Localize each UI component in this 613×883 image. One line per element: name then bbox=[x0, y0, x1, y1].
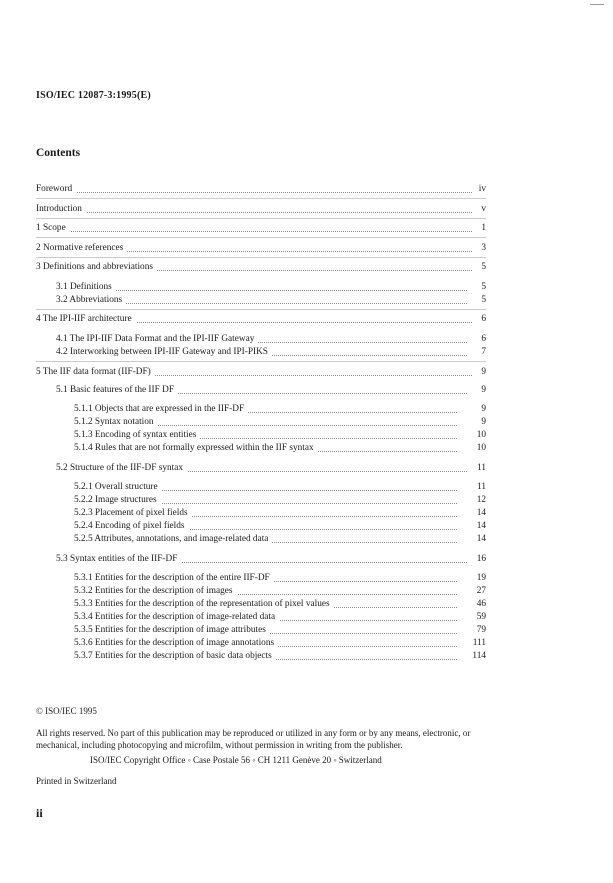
toc-entry-page: 9 bbox=[481, 404, 486, 414]
toc-entry-page: 11 bbox=[477, 463, 486, 473]
toc-entry[interactable] bbox=[0, 637, 613, 650]
toc-entry-page: 5 bbox=[481, 262, 486, 272]
toc-entry-page: 59 bbox=[476, 612, 486, 622]
toc-entry-label: Introduction bbox=[36, 203, 86, 216]
toc-entry-label: 5.2.5 Attributes, annotations, and image-related data bbox=[74, 533, 272, 546]
toc-entry-label: 5.1.2 Syntax notation bbox=[74, 416, 158, 429]
toc-entry-page: 12 bbox=[476, 495, 486, 505]
toc-entry-label: 5.3.3 Entities for the description of the representation of pixel values bbox=[74, 598, 334, 611]
page-number: ii bbox=[36, 806, 43, 820]
toc-entry-label: 3.2 Abbreviations bbox=[56, 294, 126, 307]
toc-entry-page: 10 bbox=[476, 443, 486, 453]
printed-in: Printed in Switzerland bbox=[36, 776, 117, 786]
toc-entry-page: 16 bbox=[476, 554, 486, 564]
toc-entry[interactable] bbox=[0, 403, 613, 416]
toc-leader-dots bbox=[36, 211, 472, 213]
toc-entry[interactable] bbox=[0, 281, 613, 294]
toc-entry-page: 14 bbox=[476, 521, 486, 531]
toc-entry[interactable] bbox=[0, 481, 613, 494]
toc-entry-label: Foreword bbox=[36, 183, 76, 196]
toc-entry[interactable] bbox=[0, 624, 613, 637]
toc-leader-dots bbox=[36, 230, 472, 232]
toc-entry-label: 5 The IIF data format (IIF-DF) bbox=[36, 366, 155, 379]
toc-entry-page: 9 bbox=[481, 417, 486, 427]
toc-entry-label: 5.3.1 Entities for the description of the entire IIF-DF bbox=[74, 572, 274, 585]
toc-entry-page: v bbox=[481, 204, 486, 214]
toc-divider bbox=[36, 309, 486, 310]
toc-entry-page: 14 bbox=[476, 508, 486, 518]
toc-entry-label: 5.1.4 Rules that are not formally expressed within the IIF syntax bbox=[74, 442, 318, 455]
toc-divider bbox=[36, 257, 486, 258]
copyright-office-address: ISO/IEC Copyright Office ◦ Case Postale 56 ◦ CH 1211 Genève 20 ◦ Switzerland bbox=[90, 755, 382, 765]
toc-entry-label: 5.1 Basic features of the IIF DF bbox=[56, 384, 178, 397]
toc-entry[interactable] bbox=[0, 520, 613, 533]
toc-leader-dots bbox=[56, 289, 467, 291]
toc-entry-label: 5.3.5 Entities for the description of image attributes bbox=[74, 624, 270, 637]
toc-entry-page: 6 bbox=[481, 314, 486, 324]
toc-entry[interactable] bbox=[0, 366, 613, 379]
toc-entry[interactable] bbox=[0, 650, 613, 663]
toc-entry-label: 1 Scope bbox=[36, 222, 70, 235]
toc-entry-page: 10 bbox=[476, 430, 486, 440]
toc-entry-label: 4.2 Interworking between IPI-IIF Gateway and IPI-PIKS bbox=[56, 346, 272, 359]
toc-entry[interactable] bbox=[0, 183, 613, 196]
toc-entry-page: 6 bbox=[481, 334, 486, 344]
toc-entry[interactable] bbox=[0, 294, 613, 307]
toc-entry[interactable] bbox=[0, 553, 613, 566]
toc-entry[interactable] bbox=[0, 533, 613, 546]
toc-entry-page: 14 bbox=[476, 534, 486, 544]
toc-entry-page: 5 bbox=[481, 282, 486, 292]
toc-entry-page: 5 bbox=[481, 295, 486, 305]
toc-divider bbox=[36, 361, 486, 362]
toc-entry-label: 5.3.2 Entities for the description of images bbox=[74, 585, 237, 598]
toc-entry-page: 3 bbox=[481, 243, 486, 253]
toc-divider bbox=[36, 237, 486, 238]
toc-entry-page: 114 bbox=[472, 651, 486, 661]
toc-leader-dots bbox=[36, 191, 472, 193]
page-title: Contents bbox=[36, 147, 81, 159]
toc-entry[interactable] bbox=[0, 333, 613, 346]
toc-divider bbox=[36, 198, 486, 199]
toc-entry[interactable] bbox=[0, 416, 613, 429]
toc-entry[interactable] bbox=[0, 507, 613, 520]
toc-entry-page: 1 bbox=[481, 223, 486, 233]
toc-entry-label: 5.3 Syntax entities of the IIF-DF bbox=[56, 553, 181, 566]
toc-entry-page: 9 bbox=[481, 367, 486, 377]
toc-entry-label: 5.2 Structure of the IIF-DF syntax bbox=[56, 462, 187, 475]
toc-divider bbox=[36, 218, 486, 219]
copyright-notice: © ISO/IEC 1995 bbox=[36, 706, 97, 716]
toc-entry[interactable] bbox=[0, 242, 613, 255]
toc-entry[interactable] bbox=[0, 203, 613, 216]
toc-entry-label: 2 Normative references bbox=[36, 242, 127, 255]
toc-entry-label: 5.1.3 Encoding of syntax entities bbox=[74, 429, 200, 442]
toc-entry-label: 5.2.1 Overall structure bbox=[74, 481, 162, 494]
corner-mark bbox=[590, 4, 604, 5]
toc-entry[interactable] bbox=[0, 346, 613, 359]
toc-entry-page: 11 bbox=[477, 482, 486, 492]
toc-entry-page: 27 bbox=[476, 586, 486, 596]
document-id: ISO/IEC 12087-3:1995(E) bbox=[36, 90, 151, 101]
toc-entry-label: 5.1.1 Objects that are expressed in the IIF-DF bbox=[74, 403, 248, 416]
toc-entry-label: 3 Definitions and abbreviations bbox=[36, 261, 157, 274]
toc-entry-label: 4.1 The IPI-IIF Data Format and the IPI-IIF Gateway bbox=[56, 333, 258, 346]
toc-entry-label: 5.2.3 Placement of pixel fields bbox=[74, 507, 192, 520]
toc-entry[interactable] bbox=[0, 384, 613, 397]
toc-entry-label: 5.3.6 Entities for the description of image annotations bbox=[74, 637, 278, 650]
toc-entry[interactable] bbox=[0, 598, 613, 611]
toc-entry-label: 4 The IPI-IIF architecture bbox=[36, 313, 136, 326]
toc-entry-page: 19 bbox=[476, 573, 486, 583]
toc-entry[interactable] bbox=[0, 442, 613, 455]
toc-entry[interactable] bbox=[0, 313, 613, 326]
toc-entry-page: 111 bbox=[472, 638, 486, 648]
toc-entry[interactable] bbox=[0, 462, 613, 475]
toc-entry-page: iv bbox=[478, 184, 486, 194]
toc-entry-page: 9 bbox=[481, 385, 486, 395]
toc-entry-label: 5.2.4 Encoding of pixel fields bbox=[74, 520, 189, 533]
toc-entry[interactable] bbox=[0, 222, 613, 235]
toc-entry-page: 7 bbox=[481, 347, 486, 357]
toc-entry-label: 5.2.2 Image structures bbox=[74, 494, 161, 507]
toc-entry[interactable] bbox=[0, 429, 613, 442]
toc-entry-page: 79 bbox=[476, 625, 486, 635]
toc-entry-page: 46 bbox=[476, 599, 486, 609]
toc-entry-label: 3.1 Definitions bbox=[56, 281, 116, 294]
toc-entry[interactable] bbox=[0, 585, 613, 598]
toc-entry-label: 5.3.4 Entities for the description of image-related data bbox=[74, 611, 279, 624]
toc-entry[interactable] bbox=[0, 611, 613, 624]
toc-entry-label: 5.3.7 Entities for the description of basic data objects bbox=[74, 650, 276, 663]
toc-entry[interactable] bbox=[0, 572, 613, 585]
rights-statement: All rights reserved. No part of this publication may be reproduced or utilized in any form or by any means, electronic, or mechanical, including photocopying and microfilm, without permission in writing from the publisher. bbox=[36, 728, 471, 750]
toc-entry[interactable] bbox=[0, 494, 613, 507]
toc-entry[interactable] bbox=[0, 261, 613, 274]
